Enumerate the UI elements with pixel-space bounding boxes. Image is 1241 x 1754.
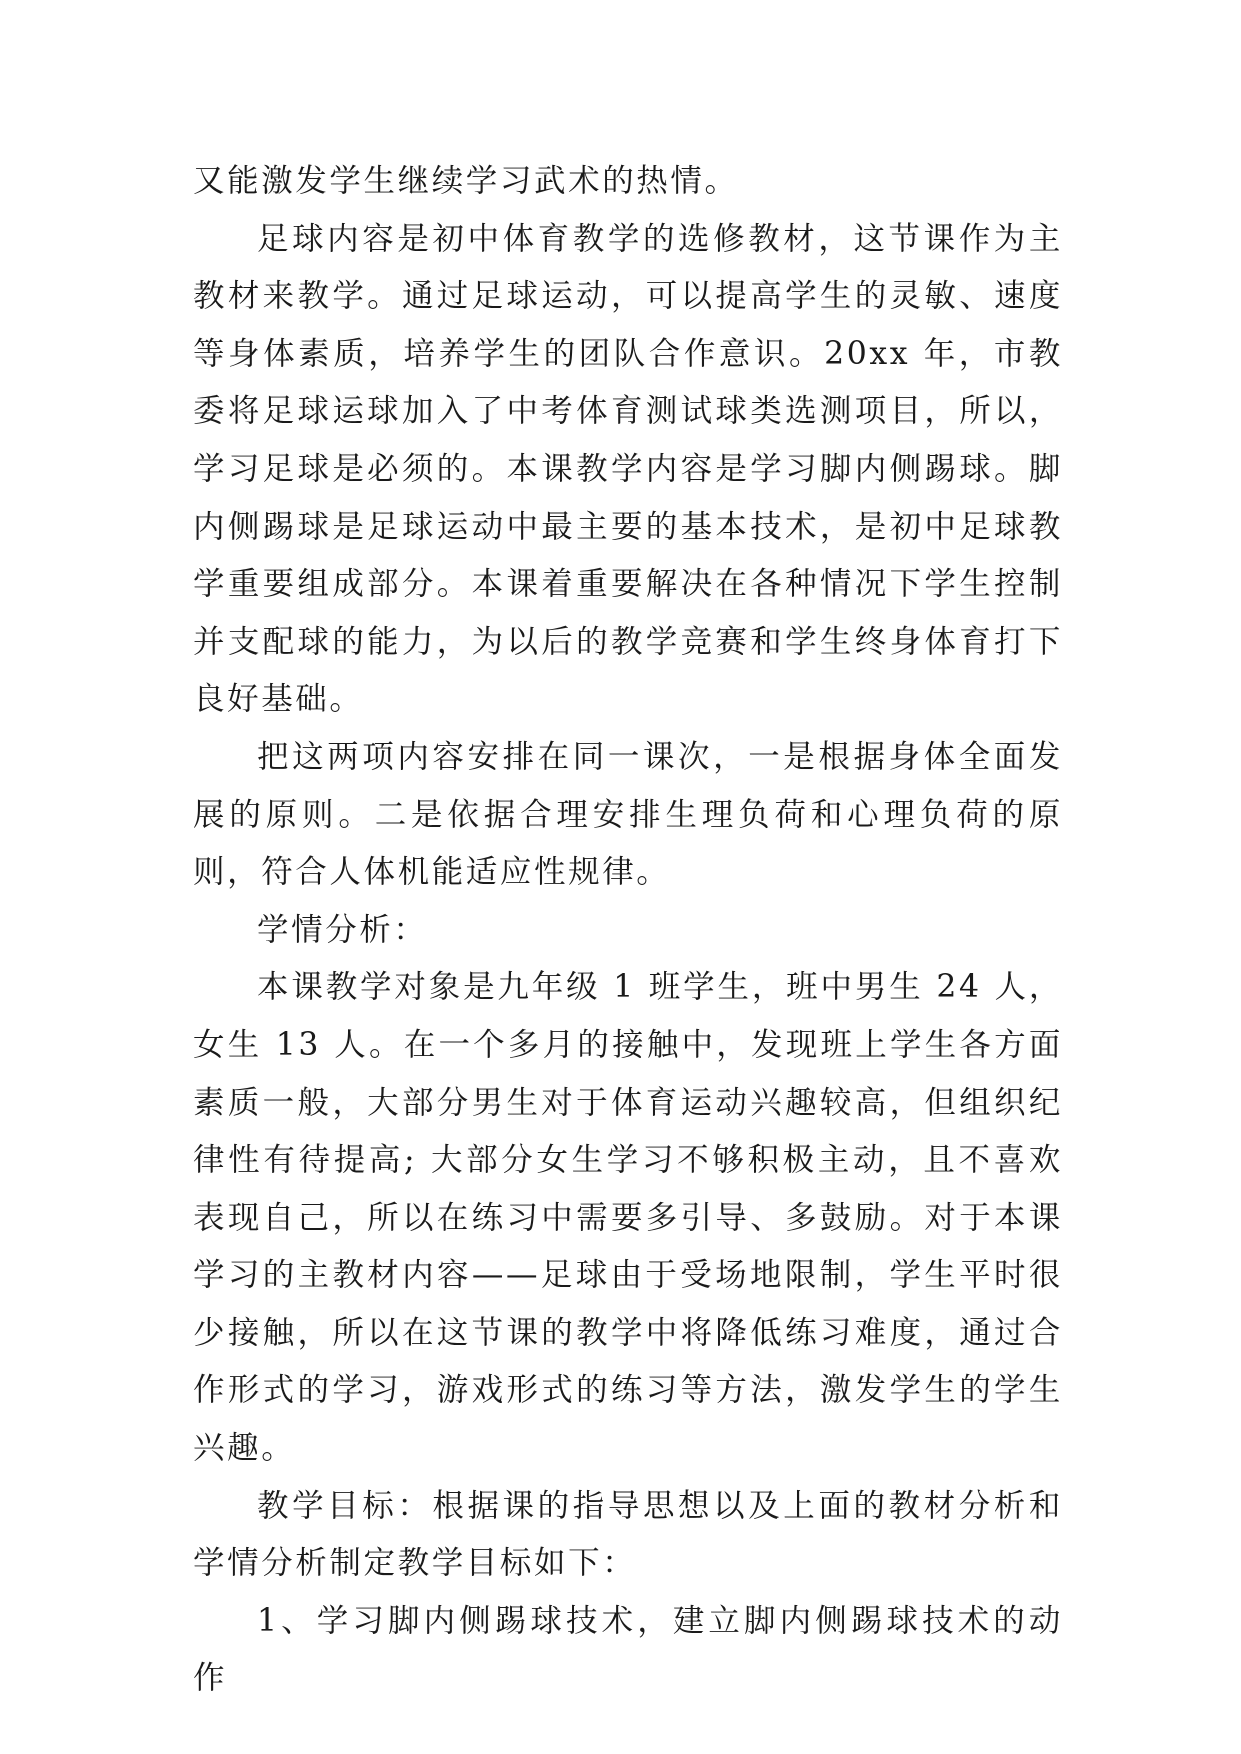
document-body — [193, 153, 1063, 1708]
paragraph-football-content: 足球内容是初中体育教学的选修教材，这节课作为主教材来教学。通过足球运动，可以提高学生的灵敏、速度等身体素质，培养学生的团队合作意识。20xx 年，市教委将足球运球加入了中考体育测试球类选测项目，所以，学习足球是必须的。本课教学内容是学习脚内侧踢球。脚内侧踢球是足球运动中最主要的基本技术，是初中足球教学重要组成部分。本课着重要解决在各种情况下学生控制并支配球的能力，为以后的教学竞赛和学生终身体育打下良好基础。 — [193, 220, 1063, 718]
paragraph-goal-1: 1、学习脚内侧踢球技术，建立脚内侧踢球技术的动作 — [193, 1602, 1063, 1697]
paragraph-student-analysis: 本课教学对象是九年级 1 班学生，班中男生 24 人，女生 13 人。在一个多月的接触中，发现班上学生各方面素质一般，大部分男生对于体育运动兴趣较高，但组织纪律性有待提高; 大部分女生学习不够积极主动，且不喜欢表现自己，所以在练习中需要多引导、多鼓励。对于本课学习的主教材内容——足球由于受场地限制，学生平时很少接触，所以在这节课的教学中将降低练习难度，通过合作形式的学习，游戏形式的练习等方法，激发学生的学生兴趣。 — [193, 969, 1063, 1467]
paragraph-continuation: 又能激发学生继续学习武术的热情。 — [193, 163, 739, 199]
paragraph-teaching-goals: 教学目标：根据课的指导思想以及上面的教材分析和学情分析制定教学目标如下： — [193, 1487, 1063, 1582]
heading-student-analysis: 学情分析： — [257, 911, 428, 948]
paragraph-scheduling: 把这两项内容安排在同一课次，一是根据身体全面发展的原则。二是依据合理安排生理负荷和心理负荷的原则，符合人体机能适应性规律。 — [193, 738, 1063, 891]
